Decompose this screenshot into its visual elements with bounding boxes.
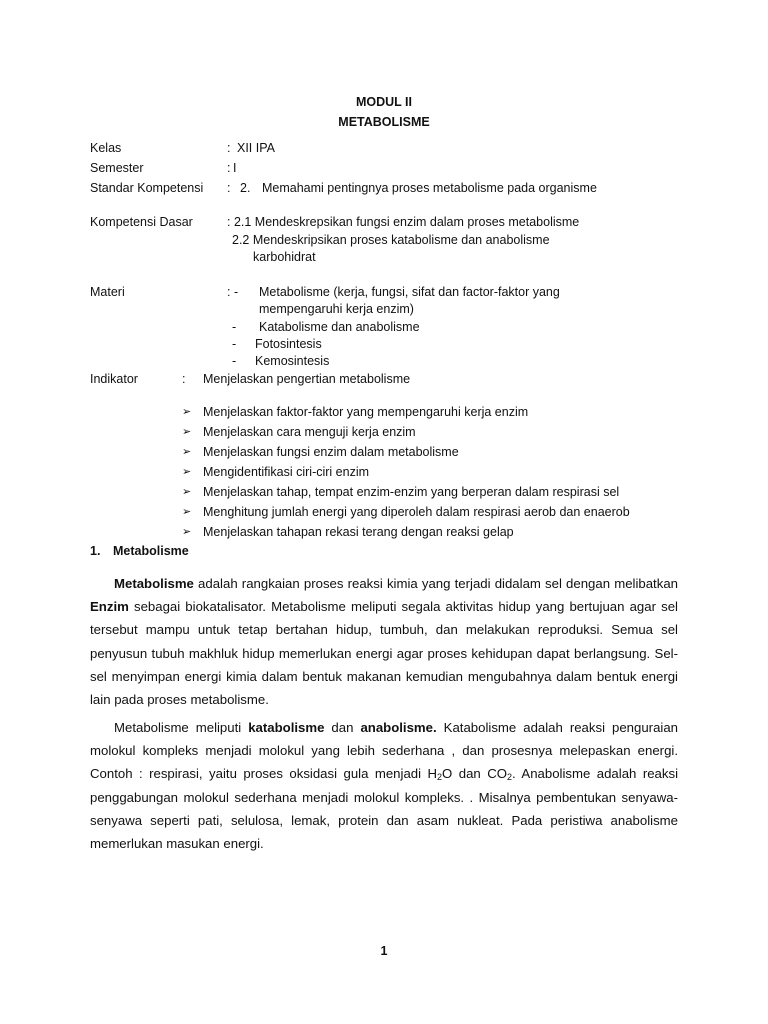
standar-kompetensi-number: 2. [240, 181, 251, 195]
materi-item-3: Fotosintesis [255, 337, 322, 351]
kompetensi-dasar-line-2: 2.2 Mendeskripsikan proses katabolisme dan anabolisme [232, 233, 550, 247]
term-enzim: Enzim [90, 599, 129, 615]
indikator-item: Menjelaskan tahapan rekasi terang dengan reaksi gelap [203, 525, 514, 539]
materi-separator: : - [227, 285, 239, 299]
bullet-arrow-icon: ➢ [182, 406, 192, 418]
indikator-item: Menjelaskan faktor-faktor yang mempengaruhi kerja enzim [203, 405, 529, 419]
kompetensi-dasar-label: Kompetensi Dasar [90, 215, 193, 229]
paragraph-metabolisme: Metabolisme adalah rangkaian proses reaksi kimia yang terjadi didalam sel dengan melibatkan Enzim sebagai biokatalisator. Metabolisme meliputi segala aktivitas hidup yang bertujuan agar sel tersebut mampu untuk tetap bertahan hidup, tumbuh, dan melakukan reproduksi. Semua sel penyusun tubuh makhluk hidup memerlukan energi agar proses kehidupan dapat berlangsung. Sel-sel menyimpan energi kimia dalam bentuk makanan kemudian mengubahnya dalam bentuk energi lain pada proses metabolisme. [90, 576, 678, 708]
kompetensi-dasar-line-3: karbohidrat [253, 250, 316, 264]
indikator-item: Menghitung jumlah energi yang diperoleh dalam respirasi aerob dan enaerob [203, 505, 630, 519]
materi-item-4: Kemosintesis [255, 354, 330, 368]
materi-dash-2: - [232, 320, 237, 334]
semester-separator: : [227, 161, 231, 175]
indikator-item: Mengidentifikasi ciri-ciri enzim [203, 465, 370, 479]
bullet-arrow-icon: ➢ [182, 486, 192, 498]
bullet-arrow-icon: ➢ [182, 466, 192, 478]
indikator-item: Menjelaskan cara menguji kerja enzim [203, 425, 416, 439]
materi-item-2: Katabolisme dan anabolisme [259, 320, 420, 334]
materi-label: Materi [90, 285, 125, 299]
kompetensi-dasar-line-1: : 2.1 Mendeskrepsikan fungsi enzim dalam proses metabolisme [227, 215, 580, 229]
materi-item-1b: mempengaruhi kerja enzim) [259, 302, 414, 316]
module-subtitle: METABOLISME [338, 115, 430, 129]
standar-kompetensi-separator: : [227, 181, 231, 195]
paragraph-katabolisme-anabolisme: Metabolisme meliputi katabolisme dan anabolisme. Katabolisme adalah reaksi penguraian molokul kompleks menjadi molokul yang lebih sederhana , dan prosesnya melepaskan energi. Contoh : respirasi, yaitu proses oksidasi gula menjadi $H_2O$ dan $CO_2$. Anabolisme adalah reaksi penggabungan molokul sederhana menjadi molokul kompleks. . Misalnya pembentukan senyawa-senyawa seperti pati, selulosa, lemak, protein dan asam nukleat. Pada peristiwa anabolisme memerlukan masukan energi. [90, 720, 678, 852]
section-number: 1. [90, 544, 101, 558]
semester-value: I [233, 161, 237, 175]
standar-kompetensi-label: Standar Kompetensi [90, 181, 204, 195]
term-metabolisme: Metabolisme [114, 576, 194, 591]
indikator-first: Menjelaskan pengertian metabolisme [203, 372, 411, 386]
subscript-2: 2 [437, 772, 443, 783]
materi-dash-3: - [232, 337, 237, 351]
term-katabolisme: katabolisme [248, 720, 325, 735]
bullet-arrow-icon: ➢ [182, 426, 192, 438]
materi-dash-4: - [232, 354, 237, 368]
subscript-2: 2 [507, 772, 513, 783]
semester-label: Semester [90, 161, 144, 175]
bullet-arrow-icon: ➢ [182, 446, 192, 458]
term-anabolisme: anabolisme. [360, 720, 437, 735]
indikator-label: Indikator [90, 372, 138, 386]
materi-item-1a: Metabolisme (kerja, fungsi, sifat dan factor-faktor yang [259, 285, 560, 299]
module-title: MODUL II [355, 95, 413, 109]
indikator-item: Menjelaskan tahap, tempat enzim-enzim yang berperan dalam respirasi sel [203, 485, 620, 499]
kelas-value: XII IPA [237, 141, 275, 155]
indikator-item: Menjelaskan fungsi enzim dalam metabolisme [203, 445, 459, 459]
indikator-separator: : [182, 372, 186, 386]
bullet-arrow-icon: ➢ [182, 526, 192, 538]
kelas-label: Kelas [90, 141, 122, 155]
bullet-arrow-icon: ➢ [182, 506, 192, 518]
section-title: Metabolisme [113, 544, 189, 558]
standar-kompetensi-value: Memahami pentingnya proses metabolisme pada organisme [262, 181, 597, 195]
page-number: 1 [380, 944, 388, 958]
kelas-separator: : [227, 141, 231, 155]
